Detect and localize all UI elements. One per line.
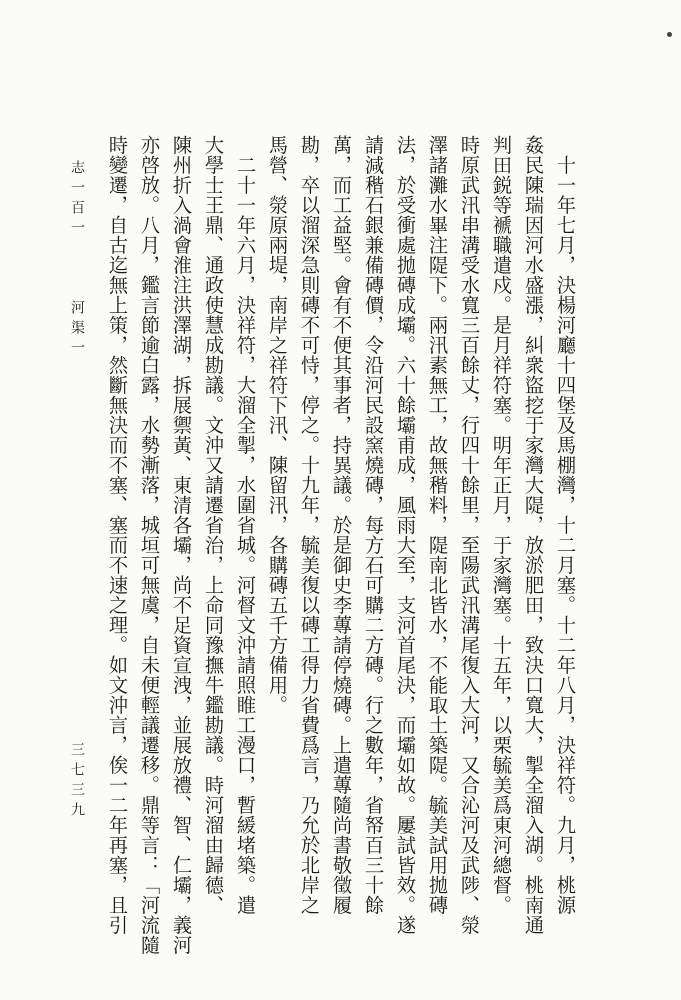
corner-mark xyxy=(667,32,672,37)
text-column-6: 法，於受衝處拋磚成壩。六十餘壩甫成，風雨大至，支河首尾決，而壩如故。屢試皆效。遂 xyxy=(394,135,417,935)
text-column-7: 請減稭石銀兼備磚價，令沿河民設窯燒磚，每方石可購二方磚。行之數年，省帑百三十餘 xyxy=(362,135,385,915)
text-column-14: 亦啓放。八月，鑑言節逾白露，水勢漸落，城垣可無虞，自未便輕議遷移。鼎等言：「河流隨 xyxy=(138,135,161,955)
text-column-3: 判田鋭等褫職遣戍。是月祥符塞。明年正月，于家灣塞。十五年，以栗毓美爲東河總督。 xyxy=(490,135,513,915)
chapter-label: 志一百一 xyxy=(69,160,85,240)
text-column-15: 時變遷，自古迄無上策，然斷無決而不塞、塞而不速之理。如文沖言，俟一二年再塞，且引 xyxy=(106,135,129,935)
text-column-13: 陳州折入渦會淮注洪澤湖，拆展禦黃、東清各壩，尚不足資宣洩，並展放禮、智、仁壩，義河 xyxy=(170,135,193,955)
text-column-5: 澤諸灘水畢注隄下。兩汛素無工，故無稭料，隄南北皆水，不能取土築隄。毓美試用拋磚 xyxy=(426,135,449,915)
text-column-11: 二十一年六月，決祥符，大溜全掣，水圍省城。河督文沖請照睢工漫口，暫緩堵築。遣 xyxy=(234,135,257,915)
text-column-1: 十一年七月，決楊河廳十四堡及馬棚灣，十二月塞。十二年八月，決祥符。九月，桃源 xyxy=(554,135,577,915)
text-column-9: 勘，卒以溜深急則磚不可恃，停之。十九年，毓美復以磚工得力省費爲言，乃允於北岸之 xyxy=(298,135,321,915)
text-column-2: 姦民陳瑞因河水盛漲，糾衆盜挖于家灣大隄，放淤肥田，致決口寬大，掣全溜入湖。桃南通 xyxy=(522,135,545,935)
text-column-4: 時原武汛串溝受水寬三百餘丈，行四十餘里，至陽武汛溝尾復入大河，又合沁河及武陟、滎 xyxy=(458,135,481,935)
section-label: 河渠一 xyxy=(69,300,85,360)
text-column-10: 馬營、滎原兩堤，南岸之祥符下汛、陳留汛，各購磚五千方備用。 xyxy=(266,135,289,715)
text-column-8: 萬，而工益堅。會有不便其事者，持異議。於是御史李蓴請停燒磚。上遣蓴隨尚書敬徵履 xyxy=(330,135,353,915)
page-number: 三七三九 xyxy=(69,742,85,822)
text-column-12: 大學士王鼎、通政使慧成勘議。文沖又請遷省治，上命同豫撫牛鑑勘議。時河溜由歸德、 xyxy=(202,135,225,915)
